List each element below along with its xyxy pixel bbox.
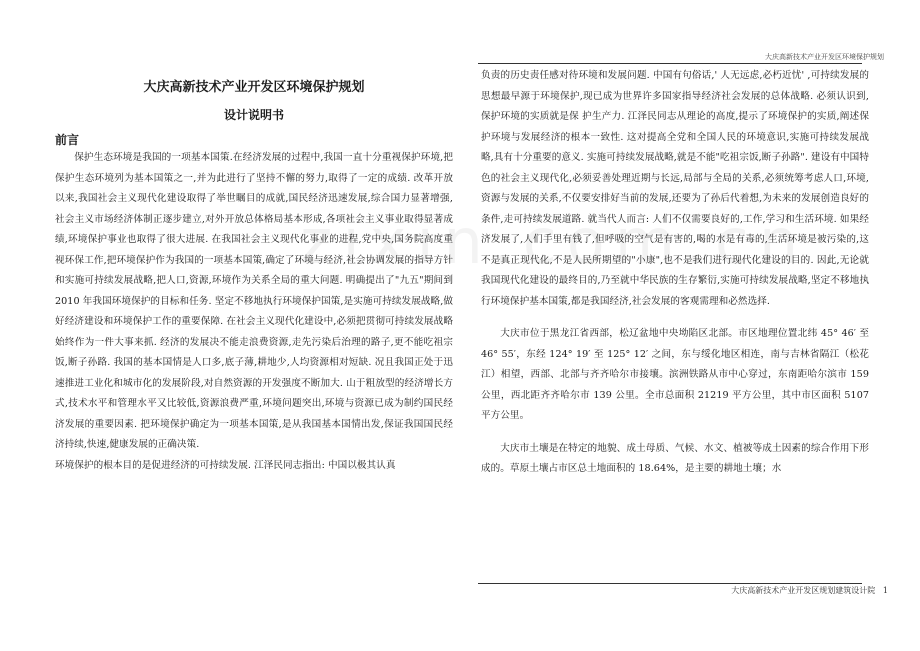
document-title: 大庆高新技术产业开发区环境保护规划 — [143, 80, 365, 95]
section-heading: 前言 — [55, 133, 80, 147]
document-subtitle: 设计说明书 — [223, 108, 284, 122]
footer-rule — [478, 583, 862, 584]
page-footer — [731, 586, 888, 596]
page-number: 1 — [882, 586, 888, 595]
footer-org: 大庆高新技术产业开发区规划建筑设计院 — [731, 586, 876, 595]
body-paragraph: 大庆市土壤是在特定的地貌、成土母质、气候、水文、植被等成土因素的综合作用下形成的。草原土壤占市区总土地面积的 18.64%，是主要的耕地土壤；水 — [481, 442, 869, 474]
header-rule — [478, 63, 862, 64]
running-header: 大庆高新技术产业开发区环境保护规划 — [765, 53, 884, 61]
body-paragraph: 负责的历史责任感对待环境和发展问题. 中国有句俗话,' 人无远虑,必朽近忧' ,可持续发展的思想最早源于环境保护,现已成为世界许多国家指导经济社会发展的总体战略. 必须认识到,保护环境的实质就是保 护生产力. 江泽民同志从理论的高度,提示了环境保护的实质,阐述保护环境与发展经济的根本一致性. 这对提高全党和全国人民的环境意识,实施可持续发展战略,具有十分重要的意义. 实施可持续发展战略,就是不能"吃祖宗饭,断子孙路". 建设有中国特色的社会主义现代化,必须妥善处理近期与长远,局部与全局的关系,必须统筹考虑人口,环境,资源与发展的关系,不仅要安排好当前的发展,还要为了孙后代着想,为未来的发展创造良好的条件,走可持续发展道路. 就当代人而言: 人们不仅需要良好的,工作,学习和生活环境. 如果经济发展了,人们手里有钱了,但呼吸的空气是有害的,喝的水是有毒的,生活环境是被污染的,这不是真正现代化,不是人民所期望的"小康",也不是我们进行现代化建设的目的. 因此,无论就我国现代化建设的最终目的,乃至就中华民族的生存繁衍,实施可持续发展战略,坚定不移地执行环境保护基本国策,都是我国经济,社会发展的客观需理和必然选择. — [481, 70, 869, 307]
left-column — [55, 66, 453, 586]
body-paragraph: 环境保护的根本目的是促进经济的可持续发展. 江泽民同志指出: 中国以极其认真 — [55, 459, 396, 471]
body-paragraph: 保护生态环境是我国的一项基本国策.在经济发展的过程中,我国一直十分重视保护环境,把保护生态环境列为基本国策之一,并为此进行了坚持不懈的努力,取得了一定的成绩. 改革开放以来,我国社会主义现代化建设取得了举世瞩目的成就,国民经济迅速发展,综合国力显著增强,社会主义市场经济体制正逐步建立,对外开放总体格局基本形成,各项社会主义事业取得显著成绩,环境保护事业也取得了很大进展. 在我国社会主义现代化事业的进程,党中央,国务院高度重视环保工作,把环境保护作为我国的一项基本国策,确定了环境与经济,社会协调发展的指导方针和实施可持续发展战略,把人口,资源,环境作为关系全局的重大问题. 明确提出了"九五"期间到 2010 年我国环境保护的目标和任务. 坚定不移地执行环境保护国策,是实施可持续发展战略,做好经济建设和环境保护工作的重要保障. 在社会主义现代化建设中,必须把贯彻可持续发展战略始终作为一件大事来抓. 经济的发展决不能走浪费资源,走先污染后治理的路子,更不能吃祖宗饭,断子孙路. 我国的基本国情是人口多,底子薄,耕地少,人均资源相对短缺. 况且我国正处于迅速推进工业化和城市化的发展阶段,对自然资源的开发强度不断加大. 山于粗放型的经济增长方式,技术水平和管理水平又比较低,资源浪费严重,环境问题突出,环境与资源已成为制约国民经济发展的重要因素. 把环境保护确定为一项基本国策,是从我国基本国情出发,保证我国国民经济持续,快速,健康发展的正确决策. — [55, 152, 453, 450]
body-paragraph: 大庆市位于黑龙江省西部，松辽盆地中央坳陷区北部。市区地理位置北纬 45° 46′ 至 46° 55′，东经 124° 19′ 至 125° 12′ 之间，东与绥化地区相连，南与吉林省隔江（松花江）相望，西部、北部与齐齐哈尔市接壤。滨洲铁路从市中心穿过，东南距哈尔滨市 159 公里，西北距齐齐哈尔市 139 公里。全市总面积 21219 平方公里，其中市区面积 5107 平方公里。 — [481, 328, 869, 421]
right-column — [481, 66, 869, 582]
